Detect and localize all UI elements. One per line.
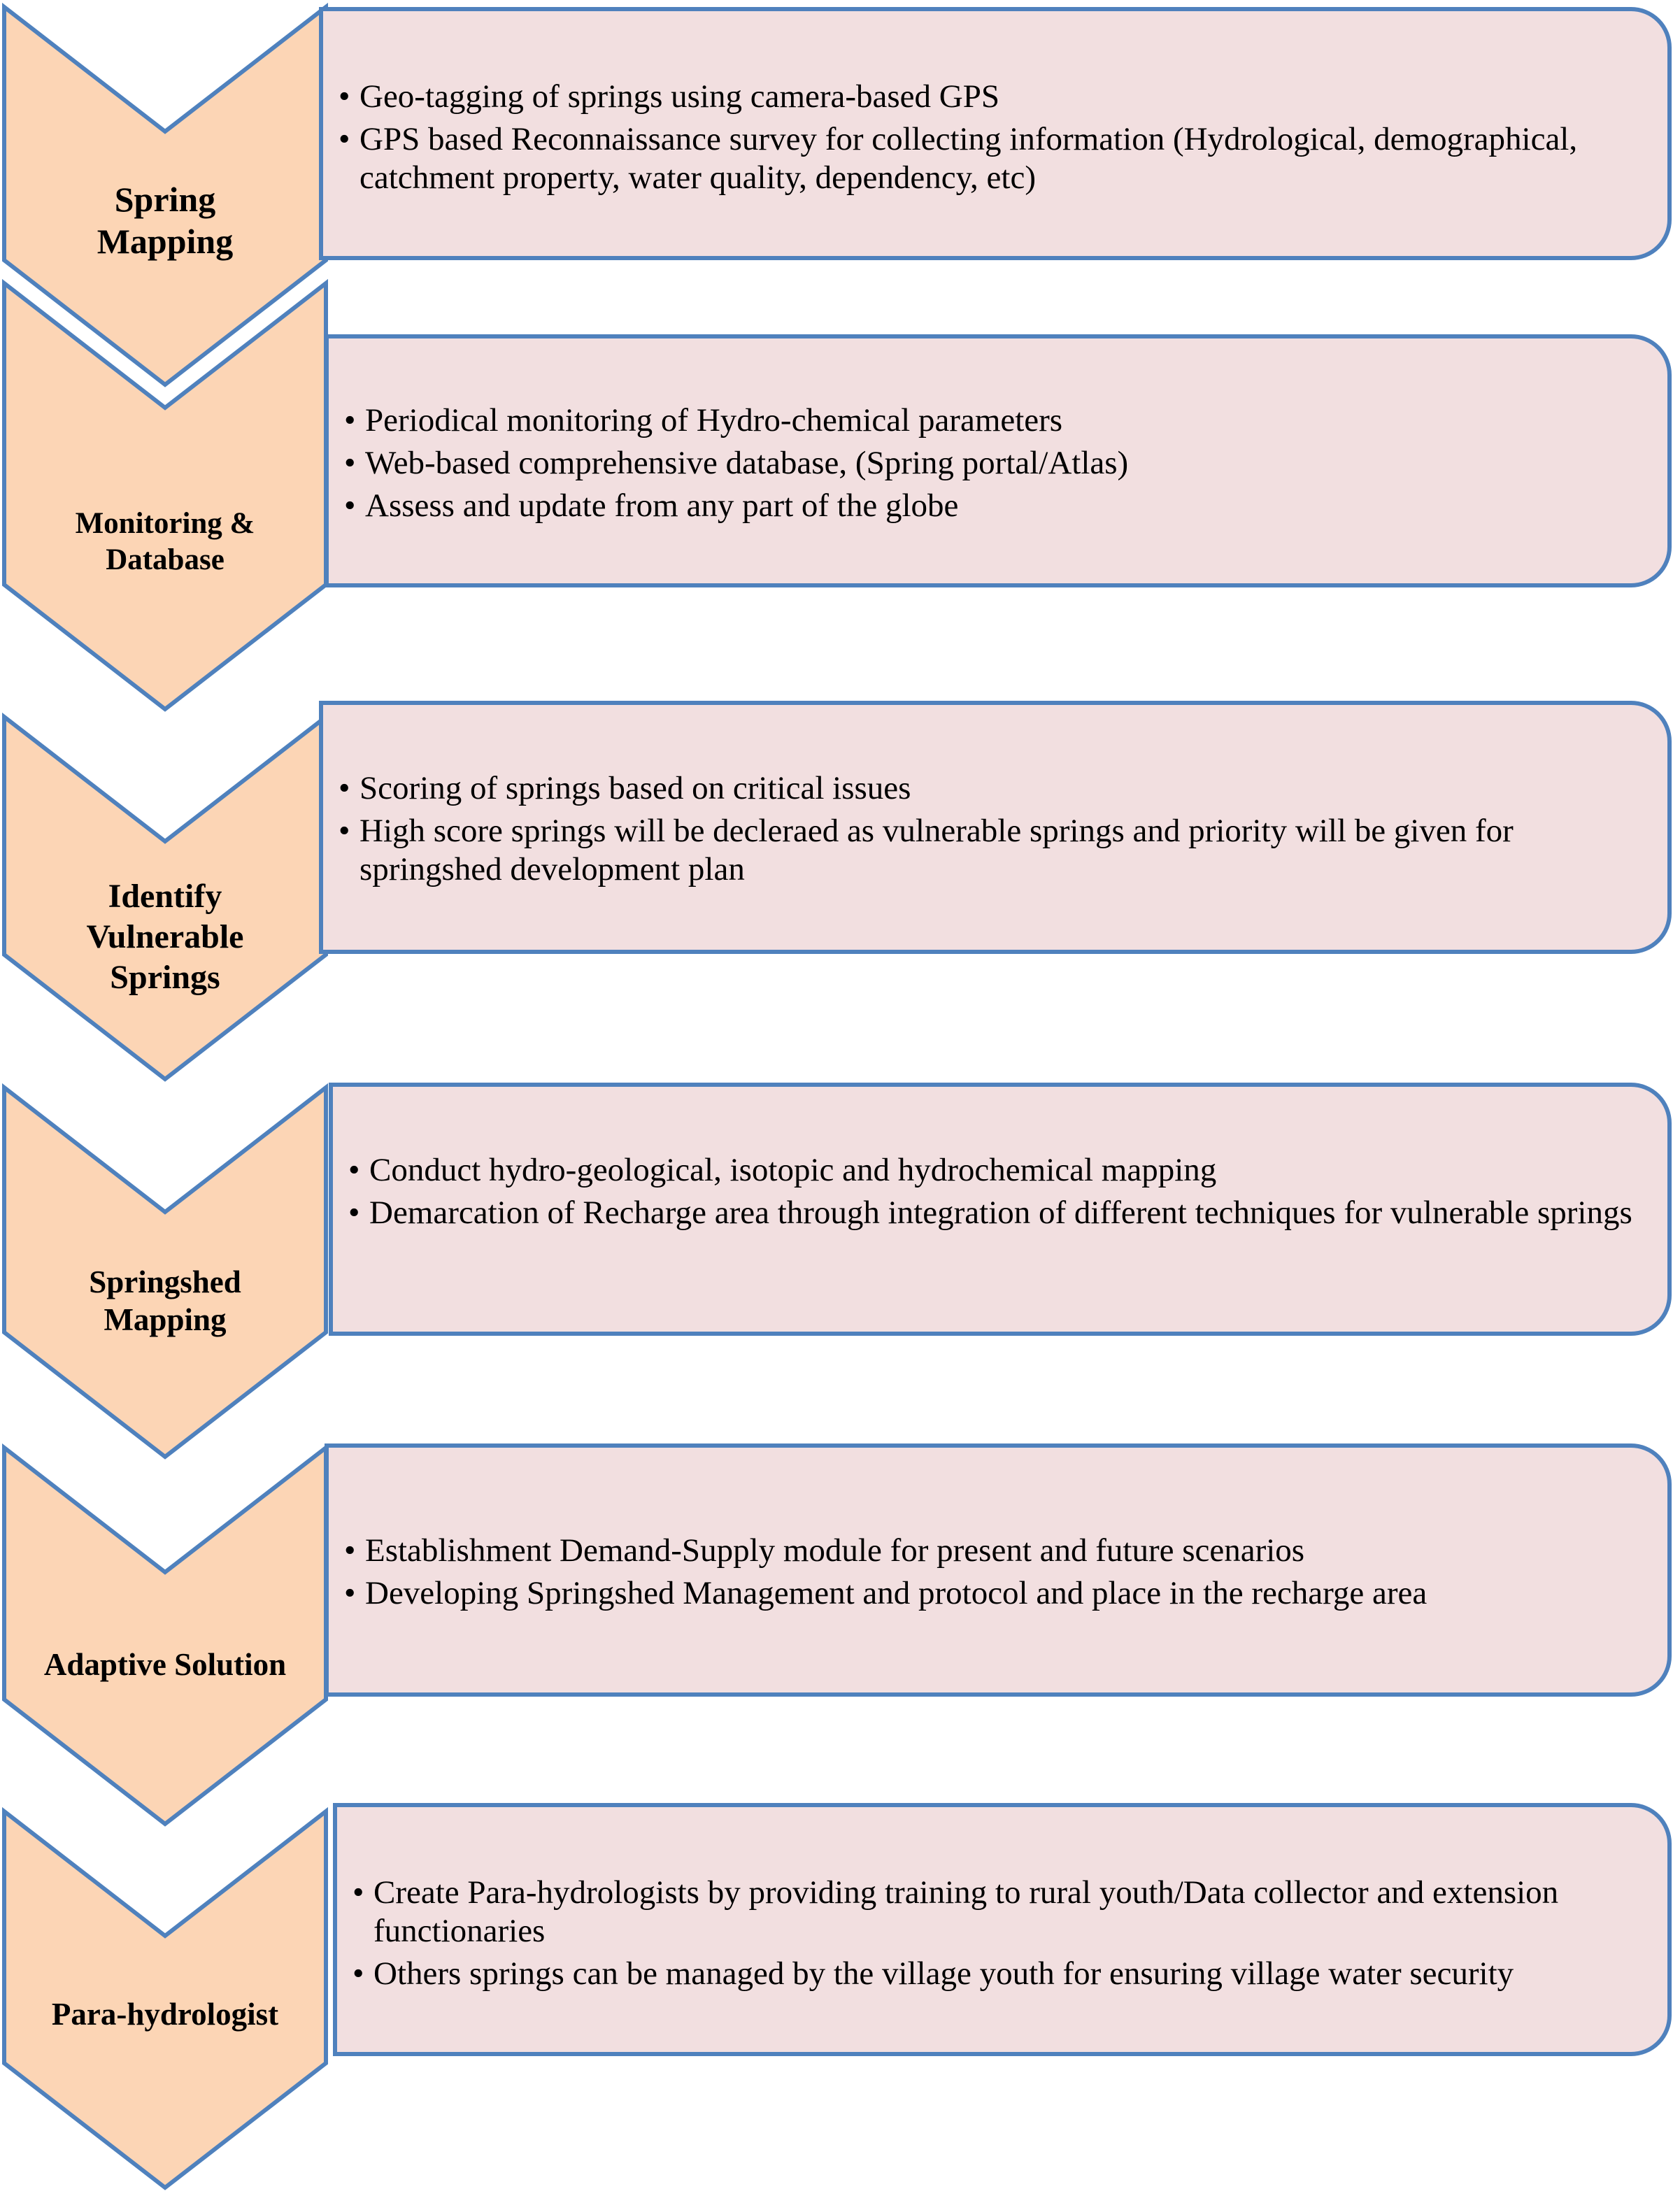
bullet-list [353,1874,1646,1997]
bullet-item: • Geo-tagging of springs using camera-based GPS [339,78,1646,116]
bullet-item: • Scoring of springs based on critical issues [339,769,1646,808]
step-label: Para-hydrologist [51,1997,279,2032]
step-box-4 [329,1083,1672,1336]
bullet-item: • Others springs can be managed by the village youth for ensuring village water security [353,1955,1646,1993]
step-box-6 [333,1803,1672,2056]
bullet-item: • High score springs will be decleraed as vulnerable springs and priority will be given for springshed development plan [339,812,1646,889]
bullet-item: • GPS based Reconnaissance survey for collecting information (Hydrological, demographical, catchment property, water quality, dependency, etc) [339,120,1646,197]
bullet-list [339,769,1646,893]
bullet-item: • Conduct hydro-geological, isotopic and hydrochemical mapping [348,1151,1646,1190]
bullet-list [348,1151,1646,1236]
chevron-step-5 [4,1448,326,1824]
bullet-list [344,401,1646,529]
step-box-1 [319,7,1672,260]
bullet-list [344,1532,1646,1617]
step-box-2 [325,334,1672,587]
bullet-item: • Create Para-hydrologists by providing training to rural youth/Data collector and extension functionaries [353,1874,1646,1951]
bullet-item: • Developing Springshed Management and protocol and place in the recharge area [344,1574,1646,1613]
step-box-5 [325,1443,1672,1697]
bullet-item: • Periodical monitoring of Hydro-chemical parameters [344,401,1646,440]
step-label: Adaptive Solution [43,1647,287,1682]
step-label: Identify Vulnerable Springs [86,878,244,996]
bullet-item: • Demarcation of Recharge area through integration of different techniques for vulnerable springs [348,1194,1646,1232]
step-label: Spring Mapping [97,180,234,261]
bullet-item: • Web-based comprehensive database, (Spring portal/Atlas) [344,444,1646,483]
step-label: Springshed Mapping [89,1264,241,1337]
bullet-item: • Establishment Demand-Supply module for present and future scenarios [344,1532,1646,1570]
step-box-3 [319,701,1672,954]
step-label: Monitoring & Database [75,507,255,576]
bullet-list [339,78,1646,201]
bullet-item: • Assess and update from any part of the globe [344,487,1646,525]
